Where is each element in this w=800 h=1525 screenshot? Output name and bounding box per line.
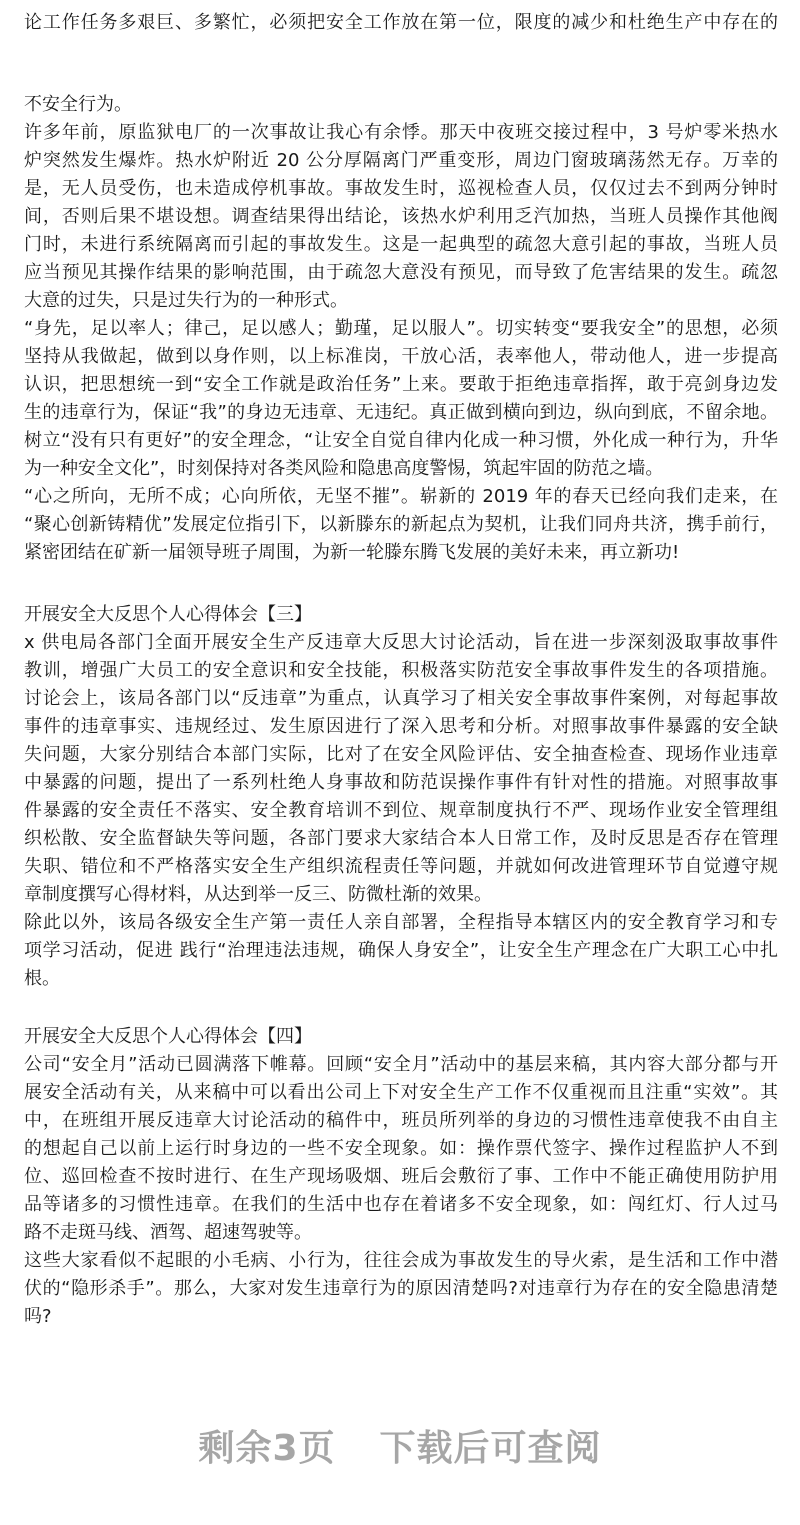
text-line: 章制度撰写心得材料，从达到举一反三、防微杜渐的效果。 (24, 884, 492, 905)
text-line: 路不走斑马线、酒驾、超速驾驶等。 (24, 1222, 312, 1243)
download-to-view-label: 下载后可查阅 (379, 1428, 602, 1469)
document-section-reflection-4 (24, 1023, 778, 1331)
text-line: 讨论会上，该局各部门以“反违章”为重点，认真学习了相关安全事故事件案例，对每起事故 (24, 688, 778, 709)
text-line: 织松散、安全监督缺失等问题，各部门要求大家结合本人日常工作，及时反思是否存在管理 (24, 828, 778, 849)
text-line: 紧密团结在矿新一届领导班子周围，为新一轮滕东腾飞发展的美好未来，再立新功! (24, 542, 680, 563)
text-line: 公司“安全月”活动已圆满落下帷幕。回顾“安全月”活动中的基层来稿，其内容大部分都与开 (24, 1054, 778, 1075)
text-line: 门时，未进行系统隔离而引起的事故发生。这是一起典型的疏忽大意引起的事故，当班人员 (24, 234, 778, 255)
text-line: 这些大家看似不起眼的小毛病、小行为，往往会成为事故发生的导火索，是生活和工作中潜 (24, 1250, 778, 1271)
text-line: 是，无人员受伤，也未造成停机事故。事故发生时，巡视检查人员，仅仅过去不到两分钟时 (24, 178, 778, 199)
text-line: 炉突然发生爆炸。热水炉附近 20 公分厚隔离门严重变形，周边门窗玻璃荡然无存。万幸的 (24, 150, 778, 171)
text-line: 为一种安全文化”，时刻保持对各类风险和隐患高度警惕，筑起牢固的防范之墙。 (24, 458, 664, 479)
text-line: 失职、错位和不严格落实安全生产组织流程责任等问题，并就如何改进管理环节自觉遵守规 (24, 856, 778, 877)
text-line: 生的违章行为，保证“我”的身边无违章、无违纪。真正做到横向到边，纵向到底，不留余地。 (24, 402, 778, 423)
text-line: 树立“没有只有更好”的安全理念，“让安全自觉自律内化成一种习惯，外化成一种行为，升华 (24, 430, 778, 451)
section-heading: 开展安全大反思个人心得体会【四】 (24, 1026, 312, 1047)
download-prompt[interactable] (0, 1420, 800, 1471)
text-line: 大意的过失，只是过失行为的一种形式。 (24, 290, 348, 311)
text-line: 品等诸多的习惯性违章。在我们的生活中也存在着诸多不安全现象，如：闯红灯、行人过马 (24, 1194, 778, 1215)
text-line: 中，在班组开展反违章大讨论活动的稿件中，班员所列举的身边的习惯性违章使我不由自主 (24, 1110, 778, 1131)
text-line: “身先，足以率人；律己，足以感人；勤瑾，足以服人”。切实转变“要我安全”的思想，必须 (24, 318, 778, 339)
text-line: 中暴露的问题，提出了一系列杜绝人身事故和防范误操作事件有针对性的措施。对照事故事 (24, 772, 778, 793)
text-line: x 供电局各部门全面开展安全生产反违章大反思大讨论活动，旨在进一步深刻汲取事故事件 (24, 632, 778, 653)
text-line: 间，否则后果不堪设想。调查结果得出结论，该热水炉利用乏汽加热，当班人员操作其他阀 (24, 206, 778, 227)
text-line: 吗? (24, 1306, 52, 1327)
text-line: 项学习活动，促进 践行“治理违法违规，确保人身安全”，让安全生产理念在广大职工心中扎 (24, 940, 778, 961)
document-section-reflection-2 (24, 91, 778, 567)
text-line: 论工作任务多艰巨、多繁忙，必须把安全工作放在第一位，限度的减少和杜绝生产中存在的 (24, 12, 778, 33)
text-line: 应当预见其操作结果的影响范围，由于疏忽大意没有预见，而导致了危害结果的发生。疏忽 (24, 262, 778, 283)
text-line: “聚心创新铸精优”发展定位指引下，以新滕东的新起点为契机，让我们同舟共济，携手前行， (24, 514, 778, 535)
text-line: 的想起自己以前上运行时身边的一些不安全现象。如：操作票代签字、操作过程监护人不到 (24, 1138, 778, 1159)
text-line: 事件的违章事实、违规经过、发生原因进行了深入思考和分析。对照事故事件暴露的安全缺 (24, 716, 778, 737)
section-heading: 开展安全大反思个人心得体会【三】 (24, 604, 312, 625)
text-line: 件暴露的安全责任不落实、安全教育培训不到位、规章制度执行不严、现场作业安全管理组 (24, 800, 778, 821)
text-line: 展安全活动有关，从来稿中可以看出公司上下对安全生产工作不仅重视而且注重“实效”。其 (24, 1082, 778, 1103)
text-line: 教训，增强广大员工的安全意识和安全技能，积极落实防范安全事故事件发生的各项措施。 (24, 660, 778, 681)
text-line: 认识，把思想统一到“安全工作就是政治任务”上来。要敢于拒绝违章指挥，敢于亮剑身边发 (24, 374, 778, 395)
document-fragment-top (24, 9, 778, 37)
text-line: 伏的“隐形杀手”。那么，大家对发生违章行为的原因清楚吗?对违章行为存在的安全隐患清楚 (24, 1278, 778, 1299)
text-line: 坚持从我做起，做到以身作则，以上标准岗，干放心活，表率他人，带动他人，进一步提高 (24, 346, 778, 367)
text-line: 许多年前，原监狱电厂的一次事故让我心有余悸。那天中夜班交接过程中，3 号炉零米热水 (24, 122, 778, 143)
text-line: 不安全行为。 (24, 94, 132, 115)
text-line: 除此以外，该局各级安全生产第一责任人亲自部署，全程指导本辖区内的安全教育学习和专 (24, 912, 778, 933)
document-section-reflection-3 (24, 601, 778, 993)
text-line: 失问题，大家分别结合本部门实际，比对了在安全风险评估、安全抽查检查、现场作业违章 (24, 744, 778, 765)
text-line: 位、巡回检查不按时进行、在生产现场吸烟、班后会敷衍了事、工作中不能正确使用防护用 (24, 1166, 778, 1187)
remaining-pages-label: 剩余3页 (198, 1428, 336, 1469)
text-line: “心之所向，无所不成；心向所依，无坚不摧”。崭新的 2019 年的春天已经向我们走来，在 (24, 486, 778, 507)
text-line: 根。 (24, 968, 60, 989)
